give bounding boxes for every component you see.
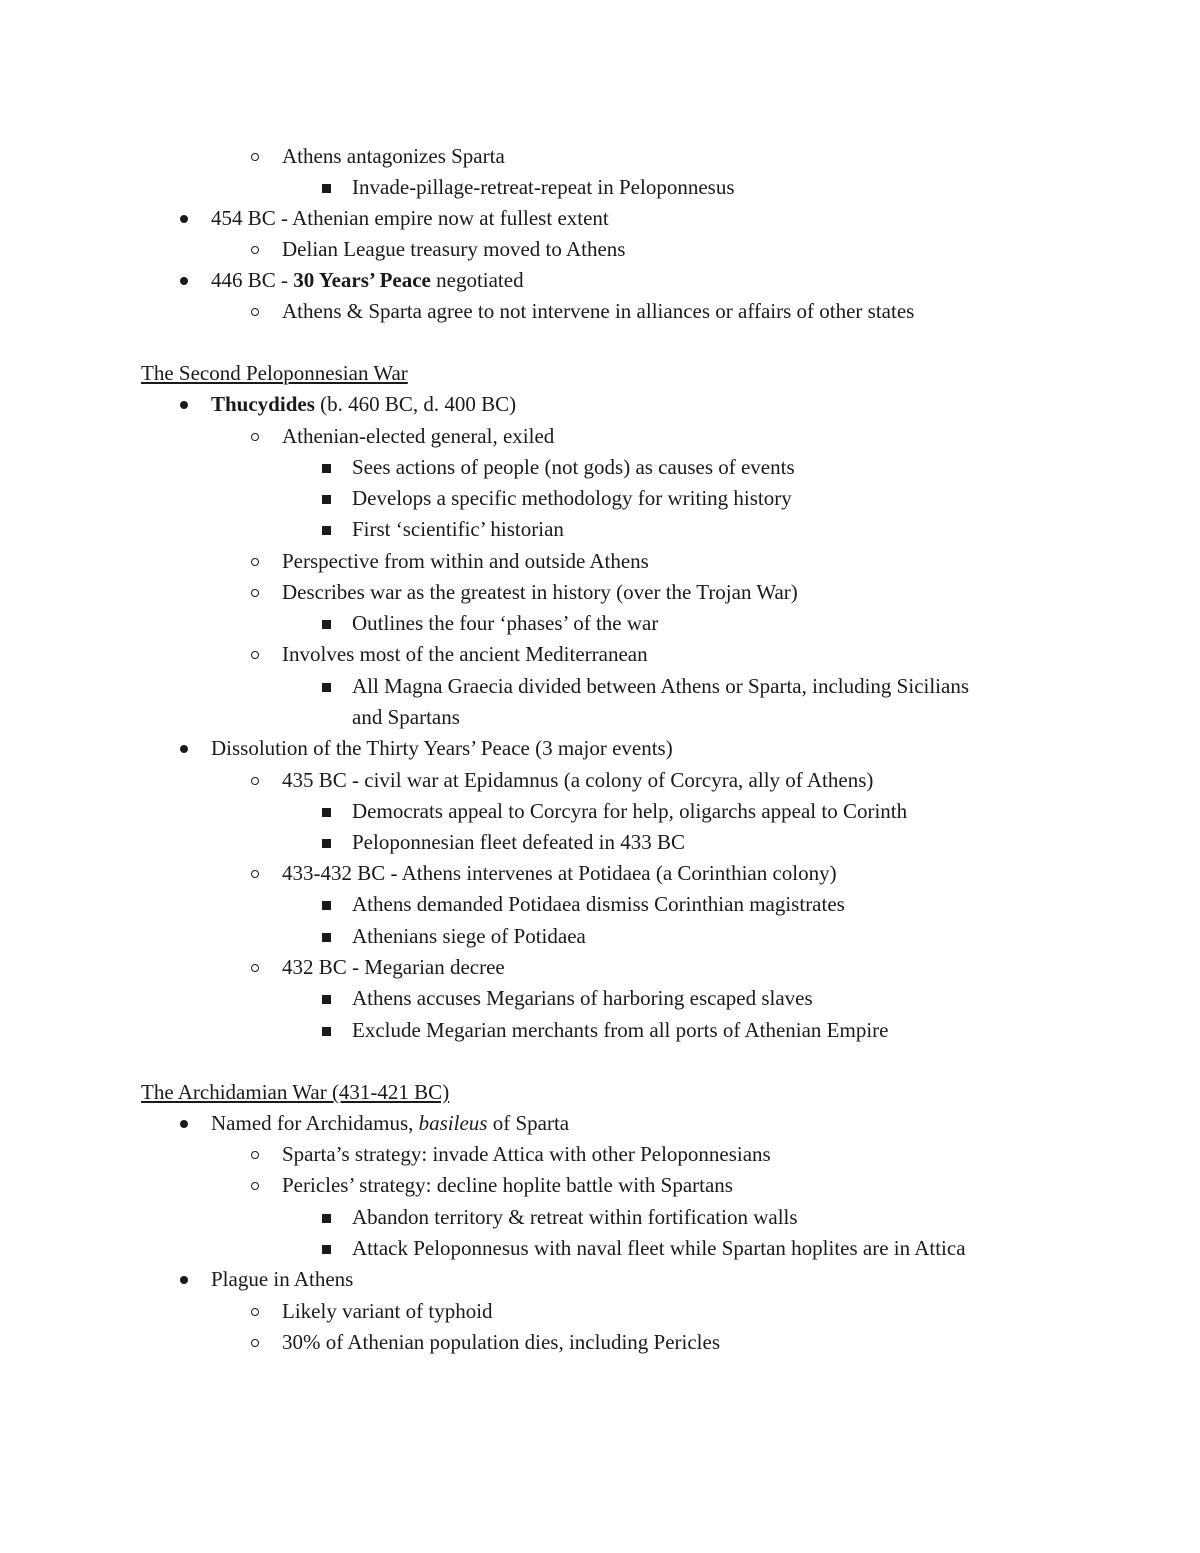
list-item <box>0 514 1200 545</box>
list-item <box>0 265 1200 296</box>
list-item-text: Develops a specific methodology for writing history <box>352 486 792 510</box>
hollow-bullet-icon <box>245 765 265 796</box>
hollow-bullet-icon <box>245 296 265 327</box>
square-bullet-icon <box>316 921 336 952</box>
hollow-bullet-icon <box>245 1296 265 1327</box>
list-item <box>0 421 1200 452</box>
list-item <box>0 172 1200 203</box>
square-bullet-icon <box>316 796 336 827</box>
bullet-icon <box>174 265 194 296</box>
square-bullet-icon <box>316 483 336 514</box>
list-item-continuation <box>0 702 1200 733</box>
list-item <box>0 1170 1200 1201</box>
hollow-bullet-icon <box>245 1170 265 1201</box>
bullet-icon <box>174 1264 194 1295</box>
list-item-text: Delian League treasury moved to Athens <box>282 237 626 261</box>
list-item-text: Describes war as the greatest in history (over the Trojan War) <box>282 580 798 604</box>
list-item <box>0 921 1200 952</box>
list-item-text: 30% of Athenian population dies, including Pericles <box>282 1330 721 1354</box>
hollow-bullet-icon <box>245 577 265 608</box>
list-item-text: Likely variant of typhoid <box>282 1299 493 1323</box>
list-item-text: Pericles’ strategy: decline hoplite battle with Spartans <box>282 1173 733 1197</box>
list-item <box>0 1327 1200 1358</box>
bold-term: Thucydides <box>211 392 315 416</box>
list-item <box>0 671 1200 702</box>
list-item-text: Outlines the four ‘phases’ of the war <box>352 611 659 635</box>
list-item-text: Athens accuses Megarians of harboring escaped slaves <box>352 986 813 1010</box>
list-item <box>0 1202 1200 1233</box>
list-item-text: and Spartans <box>352 705 460 729</box>
list-item-text: Peloponnesian fleet defeated in 433 BC <box>352 830 685 854</box>
list-item-text: 435 BC - civil war at Epidamnus (a colony of Corcyra, ally of Athens) <box>282 768 874 792</box>
italic-term: basileus <box>418 1111 488 1135</box>
square-bullet-icon <box>316 827 336 858</box>
list-item-text: Athens & Sparta agree to not intervene in alliances or affairs of other states <box>282 299 915 323</box>
list-item <box>0 141 1200 172</box>
square-bullet-icon <box>316 983 336 1014</box>
list-item-text: Exclude Megarian merchants from all ports of Athenian Empire <box>352 1018 889 1042</box>
list-item <box>0 608 1200 639</box>
list-item <box>0 577 1200 608</box>
square-bullet-icon <box>316 1015 336 1046</box>
bullet-icon <box>174 1108 194 1139</box>
list-item <box>0 1108 1200 1139</box>
list-item <box>0 296 1200 327</box>
hollow-bullet-icon <box>245 421 265 452</box>
list-item <box>0 983 1200 1014</box>
list-item-text: Sees actions of people (not gods) as causes of events <box>352 455 795 479</box>
list-item <box>0 234 1200 265</box>
bold-term: 30 Years’ Peace <box>293 268 431 292</box>
list-item-text: 454 BC - Athenian empire now at fullest extent <box>211 206 609 230</box>
hollow-bullet-icon <box>245 952 265 983</box>
list-item-text: First ‘scientific’ historian <box>352 517 564 541</box>
list-item-text: 432 BC - Megarian decree <box>282 955 505 979</box>
hollow-bullet-icon <box>245 546 265 577</box>
list-item-text: Attack Peloponnesus with naval fleet while Spartan hoplites are in Attica <box>352 1236 966 1260</box>
list-item-text: 446 BC - 30 Years’ Peace negotiated <box>211 268 524 292</box>
square-bullet-icon <box>316 514 336 545</box>
list-item <box>0 546 1200 577</box>
hollow-bullet-icon <box>245 639 265 670</box>
list-item-text: Plague in Athens <box>211 1267 354 1291</box>
list-item <box>0 1233 1200 1264</box>
list-item-text: Athens demanded Potidaea dismiss Corinthian magistrates <box>352 892 845 916</box>
list-item <box>0 858 1200 889</box>
list-item <box>0 889 1200 920</box>
bullet-icon <box>174 389 194 420</box>
square-bullet-icon <box>316 452 336 483</box>
square-bullet-icon <box>316 608 336 639</box>
list-item-text: All Magna Graecia divided between Athens or Sparta, including Sicilians <box>352 674 970 698</box>
list-item-text: Named for Archidamus, basileus of Sparta <box>211 1111 570 1135</box>
list-item-text: Athenian-elected general, exiled <box>282 424 555 448</box>
list-item-text: Thucydides (b. 460 BC, d. 400 BC) <box>211 392 517 416</box>
list-item <box>0 389 1200 420</box>
section-heading: The Second Peloponnesian War <box>141 361 408 385</box>
square-bullet-icon <box>316 671 336 702</box>
list-item-text: 433-432 BC - Athens intervenes at Potidaea (a Corinthian colony) <box>282 861 837 885</box>
list-item <box>0 203 1200 234</box>
list-item-text: Involves most of the ancient Mediterranean <box>282 642 648 666</box>
list-item <box>0 765 1200 796</box>
hollow-bullet-icon <box>245 141 265 172</box>
square-bullet-icon <box>316 172 336 203</box>
hollow-bullet-icon <box>245 858 265 889</box>
list-item <box>0 1015 1200 1046</box>
bullet-icon <box>174 203 194 234</box>
list-item-text: Dissolution of the Thirty Years’ Peace (3 major events) <box>211 736 673 760</box>
list-item-text: Athens antagonizes Sparta <box>282 144 505 168</box>
list-item-text: Democrats appeal to Corcyra for help, oligarchs appeal to Corinth <box>352 799 908 823</box>
list-item <box>0 1139 1200 1170</box>
list-item-text: Abandon territory & retreat within fortification walls <box>352 1205 798 1229</box>
list-item <box>0 639 1200 670</box>
list-item-text: Athenians siege of Potidaea <box>352 924 586 948</box>
list-item <box>0 452 1200 483</box>
hollow-bullet-icon <box>245 1139 265 1170</box>
list-item <box>0 827 1200 858</box>
list-item <box>0 1264 1200 1295</box>
list-item <box>0 1296 1200 1327</box>
square-bullet-icon <box>316 1233 336 1264</box>
list-item <box>0 952 1200 983</box>
list-item-text: Invade-pillage-retreat-repeat in Peloponnesus <box>352 175 735 199</box>
list-item <box>0 796 1200 827</box>
hollow-bullet-icon <box>245 234 265 265</box>
bullet-icon <box>174 733 194 764</box>
list-item-text: Sparta’s strategy: invade Attica with other Peloponnesians <box>282 1142 771 1166</box>
list-item <box>0 483 1200 514</box>
hollow-bullet-icon <box>245 1327 265 1358</box>
list-item-text: Perspective from within and outside Athens <box>282 549 649 573</box>
section-heading: The Archidamian War (431-421 BC) <box>141 1080 450 1104</box>
square-bullet-icon <box>316 1202 336 1233</box>
list-item <box>0 733 1200 764</box>
square-bullet-icon <box>316 889 336 920</box>
